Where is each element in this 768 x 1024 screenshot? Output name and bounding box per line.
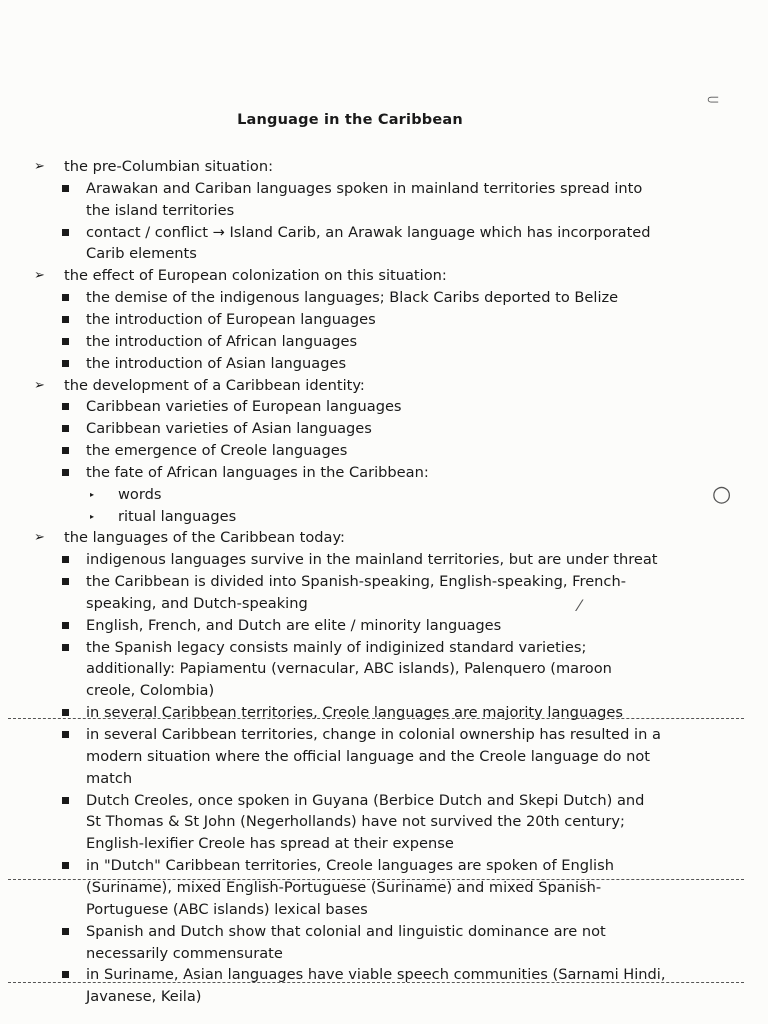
outline-text-line: speaking, and Dutch-speaking: [86, 594, 308, 612]
outline-text-line: match: [86, 769, 133, 787]
hand-drawn-line: [8, 879, 744, 880]
outline-text-line: words: [118, 485, 162, 503]
square-bullet-icon: [62, 622, 69, 629]
hand-drawn-line: [8, 982, 744, 983]
outline-text-line: the demise of the indigenous languages; Black Caribs deported to Belize: [86, 289, 619, 307]
outline-text-line: the island territories: [86, 201, 235, 219]
square-bullet-icon: [62, 709, 69, 716]
outline-text-line: contact / conflict → Island Carib, an Arawak language which has incorporated: [86, 223, 651, 241]
outline-text-line: St Thomas & St John (Negerhollands) have not survived the 20th century;: [86, 813, 625, 831]
outline-text-line: in Suriname, Asian languages have viable speech communities (Sarnami Hindi,: [86, 966, 666, 984]
outline-text-line: English, French, and Dutch are elite / minority languages: [86, 616, 502, 634]
square-bullet-icon: [62, 425, 69, 432]
outline-text-line: additionally: Papiamentu (vernacular, ABC islands), Palenquero (maroon: [86, 660, 612, 678]
square-bullet-icon: [62, 556, 69, 563]
pen-mark: ⸦: [704, 90, 722, 111]
square-bullet-icon: [62, 185, 69, 192]
arrow-bullet-icon: ➢: [34, 268, 45, 284]
outline-text-line: Arawakan and Cariban languages spoken in mainland territories spread into: [86, 179, 643, 197]
square-bullet-icon: [62, 928, 69, 935]
outline-text-line: in several Caribbean territories, change in colonial ownership has resulted in a: [86, 726, 661, 744]
outline-text-line: the emergence of Creole languages: [86, 442, 348, 460]
outline-text-line: the fate of African languages in the Caribbean:: [86, 463, 429, 481]
outline-text-line: the introduction of European languages: [86, 310, 376, 328]
outline-text-line: Caribbean varieties of Asian languages: [86, 420, 372, 438]
square-bullet-icon: [62, 338, 69, 345]
pen-mark: ○: [712, 482, 732, 507]
square-bullet-icon: [62, 469, 69, 476]
arrow-bullet-icon: ➢: [34, 530, 45, 546]
outline-text-line: in several Caribbean territories, Creole languages are majority languages: [86, 704, 623, 722]
square-bullet-icon: [62, 229, 69, 236]
triangle-bullet-icon: ▸: [90, 489, 95, 499]
outline-text-line: the languages of the Caribbean today:: [64, 529, 345, 547]
outline-text-line: modern situation where the official language and the Creole language do not: [86, 747, 651, 765]
outline-text-line: in "Dutch" Caribbean territories, Creole languages are spoken of English: [86, 857, 614, 875]
outline-text-line: the effect of European colonization on this situation:: [64, 267, 447, 285]
outline-text-line: the development of a Caribbean identity:: [64, 376, 365, 394]
outline-text-line: the Spanish legacy consists mainly of indiginized standard varieties;: [86, 638, 587, 656]
arrow-bullet-icon: ➢: [34, 377, 45, 393]
outline-text-line: the Caribbean is divided into Spanish-speaking, English-speaking, French-: [86, 573, 626, 591]
triangle-bullet-icon: ▸: [90, 511, 95, 521]
square-bullet-icon: [62, 447, 69, 454]
square-bullet-icon: [62, 578, 69, 585]
outline-text-line: creole, Colombia): [86, 682, 215, 700]
hand-drawn-line: [8, 718, 744, 719]
outline-text-line: (Suriname), mixed English-Portuguese (Suriname) and mixed Spanish-: [86, 878, 602, 896]
outline-text-line: Carib elements: [86, 245, 197, 263]
square-bullet-icon: [62, 797, 69, 804]
outline-text-line: necessarily commensurate: [86, 944, 283, 962]
outline-text-line: Spanish and Dutch show that colonial and linguistic dominance are not: [86, 922, 606, 940]
outline-text-line: indigenous languages survive in the mainland territories, but are under threat: [86, 551, 658, 569]
square-bullet-icon: [62, 360, 69, 367]
outline-text-line: the pre-Columbian situation:: [64, 158, 274, 175]
outline-text-line: Portuguese (ABC islands) lexical bases: [86, 900, 368, 918]
outline-text-line: the introduction of African languages: [86, 332, 358, 350]
square-bullet-icon: [62, 971, 69, 978]
outline-text-line: Dutch Creoles, once spoken in Guyana (Berbice Dutch and Skepi Dutch) and: [86, 791, 645, 809]
document-title: Language in the Caribbean: [237, 112, 463, 128]
square-bullet-icon: [62, 316, 69, 323]
square-bullet-icon: [62, 731, 69, 738]
arrow-bullet-icon: ➢: [34, 159, 45, 174]
square-bullet-icon: [62, 403, 69, 410]
outline-text-line: the introduction of Asian languages: [86, 354, 347, 372]
pen-mark: ⁄: [578, 596, 581, 615]
outline-text-line: English-lexifier Creole has spread at their expense: [86, 835, 454, 853]
square-bullet-icon: [62, 644, 69, 651]
outline-text-line: Caribbean varieties of European languages: [86, 398, 402, 416]
square-bullet-icon: [62, 294, 69, 301]
outline-text-line: ritual languages: [118, 507, 237, 525]
square-bullet-icon: [62, 862, 69, 869]
outline-text-line: Javanese, Keila): [86, 988, 202, 1006]
